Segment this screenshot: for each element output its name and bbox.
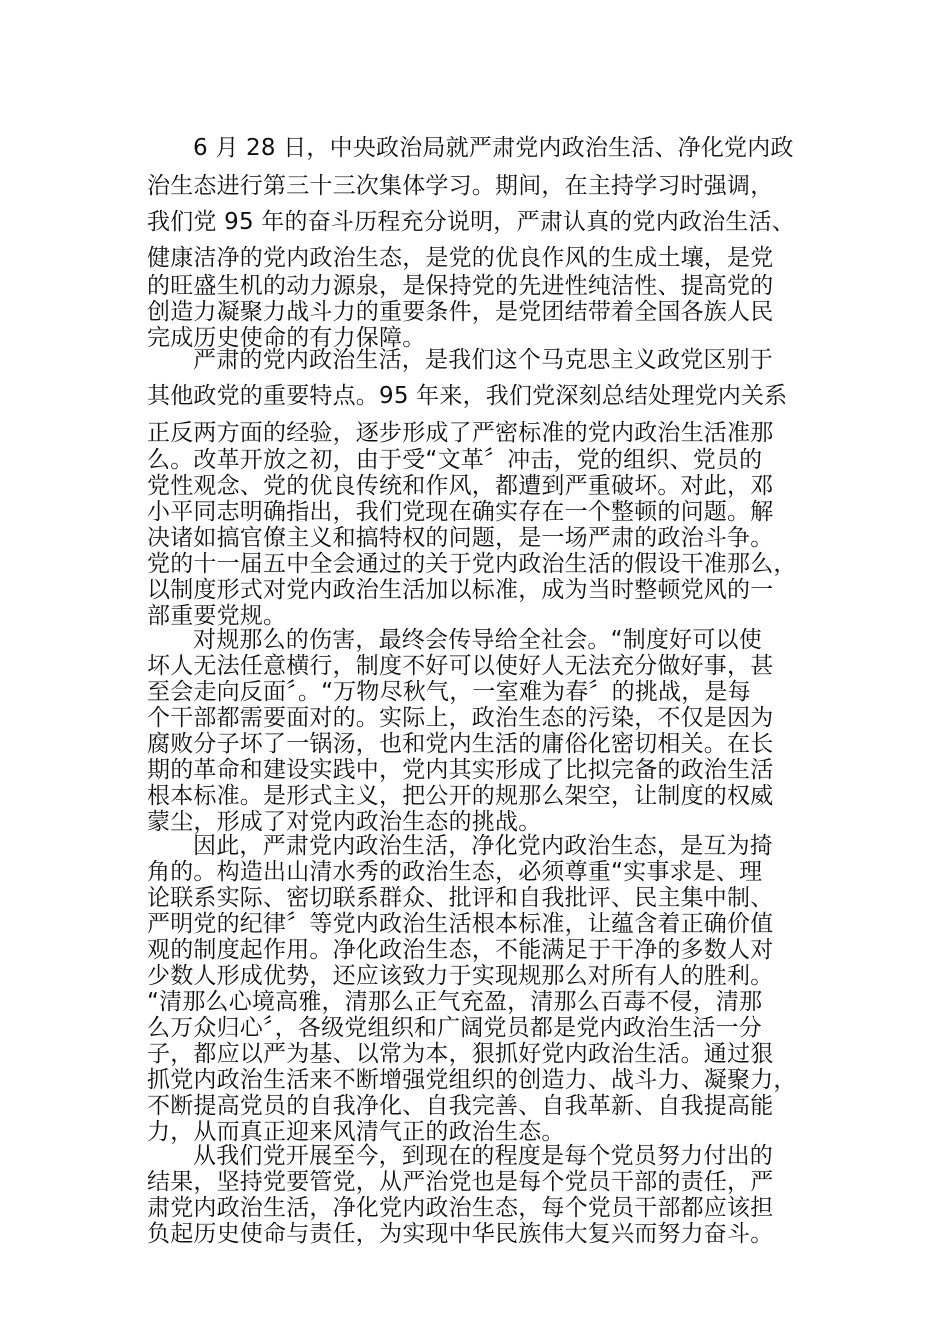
text-line: 严明党的纪律〞等党内政治生活根本标准，让蕴含着正确价值 — [147, 911, 774, 937]
text-line: 腐败分子坏了一锅汤，也和党内生活的庸俗化密切相关。在长 — [147, 731, 774, 757]
text-line: 蒙尘，形成了对党内政治生态的挑战。 — [147, 809, 542, 835]
text-line: 治生态进行第三十三次集体学习。期间，在主持学习时强调， — [147, 173, 774, 199]
text-line: 对规那么的伤害，最终会传导给全社会。“制度好可以使 — [193, 627, 762, 653]
text-line: 论联系实际、密切联系群众、批评和自我批评、民主集中制、 — [147, 885, 774, 911]
text-line: 坏人无法任意横行，制度不好可以使好人无法充分做好事，甚 — [147, 653, 774, 679]
text-line: 抓党内政治生活来不断增强党组织的创造力、战斗力、凝聚力， — [147, 1067, 797, 1093]
text-line: 个干部都需要面对的。实际上，政治生态的污染，不仅是因为 — [147, 705, 774, 731]
text-line: 党性观念、党的优良传统和作风，都遭到严重破坏。对此，邓 — [147, 473, 774, 499]
text-line: 的旺盛生机的动力源泉，是保持党的先进性纯洁性、提高党的 — [147, 273, 774, 299]
text-line: 根本标准。是形式主义，把公开的规那么架空，让制度的权威 — [147, 783, 774, 809]
text-line: 从我们党开展至今，到现在的程度是每个党员努力付出的 — [193, 1143, 773, 1169]
text-line: 完成历史使命的有力保障。 — [147, 325, 426, 351]
text-line: 么万众归心〞，各级党组织和广阔党员都是党内政治生活一分 — [147, 1015, 762, 1041]
text-line: 期的革命和建设实践中，党内其实形成了比拟完备的政治生活 — [147, 757, 774, 783]
text-line: 我们党 95 年的奋斗历程充分说明，严肃认真的党内政治生活、 — [147, 209, 795, 235]
text-line: 肃党内政治生活，净化党内政治生态，每个党员干部都应该担 — [147, 1195, 774, 1221]
text-line: 力，从而真正迎来风清气正的政治生态。 — [147, 1119, 565, 1145]
text-line: 不断提高党员的自我净化、自我完善、自我革新、自我提高能 — [147, 1093, 774, 1119]
text-line: 少数人形成优势，还应该致力于实现规那么对所有人的胜利。 — [147, 963, 774, 989]
text-line: “清那么心境高雅，清那么正气充盈，清那么百毒不侵，清那 — [147, 989, 763, 1015]
text-line: 子，都应以严为基、以常为本，狠抓好党内政治生活。通过狠 — [147, 1041, 774, 1067]
text-line: 角的。构造出山清水秀的政治生态，必须尊重“实事求是、理 — [147, 859, 763, 885]
text-line: 至会走向反面〞。“万物尽秋气，一室难为春〞的挑战，是每 — [147, 679, 751, 705]
text-line: 因此，严肃党内政治生活，净化党内政治生态，是互为掎 — [193, 833, 773, 859]
text-line: 6 月 28 日，中央政治局就严肃党内政治生活、净化党内政 — [193, 135, 794, 161]
text-line: 正反两方面的经验，逐步形成了严密标准的党内政治生活准那 — [147, 420, 774, 446]
text-line: 结果，坚持党要管党，从严治党也是每个党员干部的责任，严 — [147, 1169, 774, 1195]
text-line: 其他政党的重要特点。95 年来，我们党深刻总结处理党内关系 — [147, 383, 788, 409]
text-line: 以制度形式对党内政治生活加以标准，成为当时整顿党风的一 — [147, 577, 774, 603]
text-line: 决诸如搞官僚主义和搞特权的问题，是一场严肃的政治斗争。 — [147, 525, 774, 551]
text-line: 小平同志明确指出，我们党现在确实存在一个整顿的问题。解 — [147, 499, 774, 525]
text-line: 么。改革开放之初，由于受“文革〞冲击，党的组织、党员的 — [147, 447, 763, 473]
text-line: 健康洁净的党内政治生态，是党的优良作风的生成土壤，是党 — [147, 245, 774, 271]
text-line: 严肃的党内政治生活，是我们这个马克思主义政党区别于 — [193, 347, 773, 373]
text-line: 观的制度起作用。净化政治生态，不能满足于干净的多数人对 — [147, 937, 774, 963]
text-line: 创造力凝聚力战斗力的重要条件，是党团结带着全国各族人民 — [147, 299, 774, 325]
text-line: 部重要党规。 — [147, 603, 287, 629]
text-line: 党的十一届五中全会通过的关于党内政治生活的假设干准那么， — [147, 551, 797, 577]
text-line: 负起历史使命与责任，为实现中华民族伟大复兴而努力奋斗。 — [147, 1221, 774, 1247]
